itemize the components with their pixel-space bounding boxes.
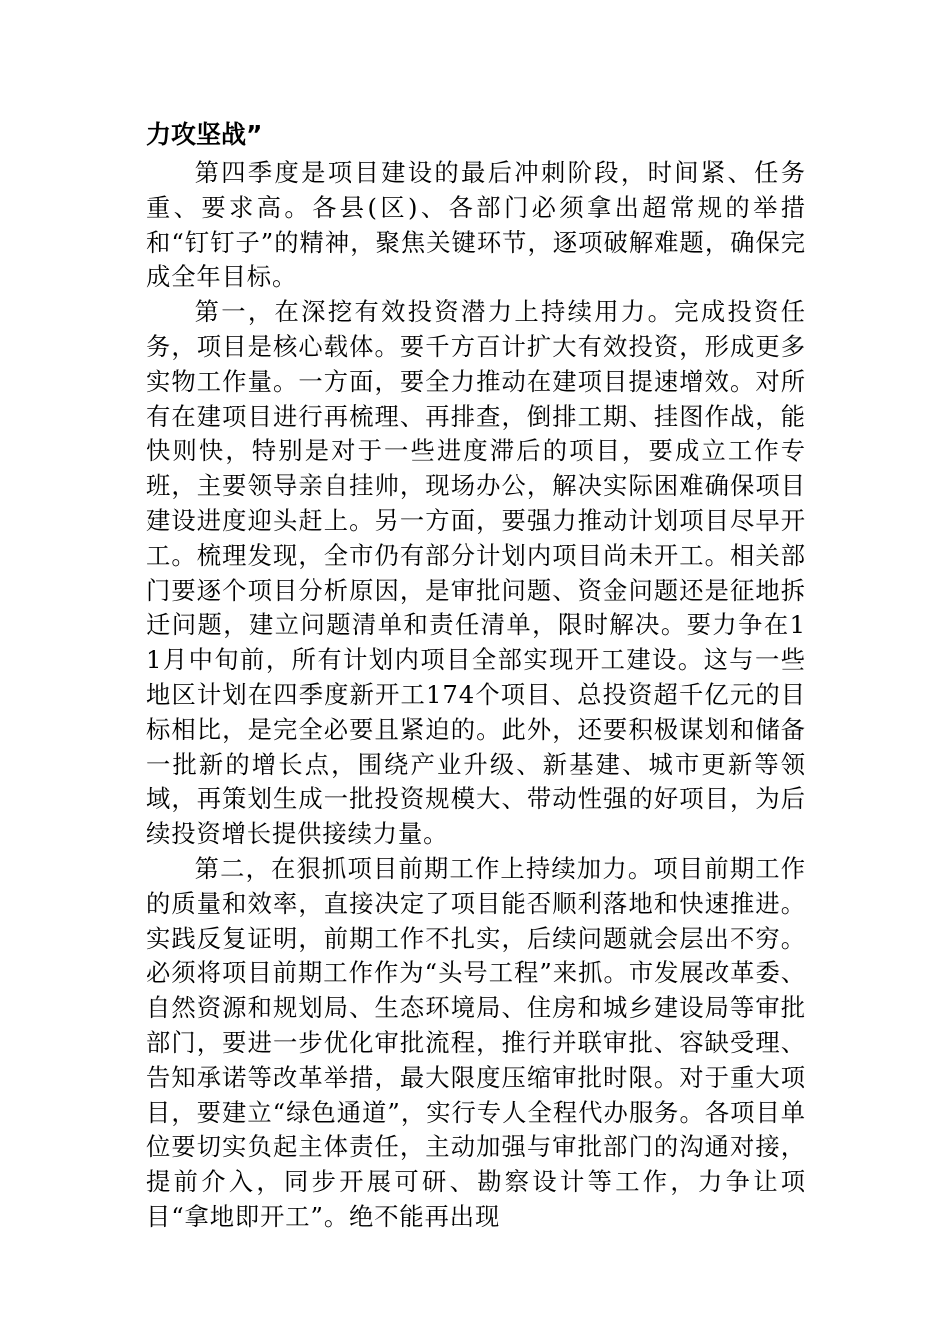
document-body [146, 114, 806, 1235]
section-heading-fragment: 力攻坚战” [146, 120, 263, 149]
paragraph-first-point: 第一，在深挖有效投资潜力上持续用力。完成投资任务，项目是核心载体。要千方百计扩大有效投资，形成更多实物工作量。一方面，要全力推动在建项目提速增效。对所有在建项目进行再梳理、再排查，倒排工期、挂图作战，能快则快，特别是对于一些进度滞后的项目，要成立工作专班，主要领导亲自挂帅，现场办公，解决实际困难确保项目建设进度迎头赶上。另一方面，要强力推动计划项目尽早开工。梳理发现，全市仍有部分计划内项目尚未开工。相关部门要逐个项目分析原因，是审批问题、资金问题还是征地拆迁问题，建立问题清单和责任清单，限时解决。要力争在11月中旬前，所有计划内项目全部实现开工建设。这与一些地区计划在四季度新开工174个项目、总投资超千亿元的目标相比，是完全必要且紧迫的。此外，还要积极谋划和储备一批新的增长点，围绕产业升级、新基建、城市更新等领域，再策划生成一批投资规模大、带动性强的好项目，为后续投资增长提供接续力量。 [146, 297, 806, 849]
paragraph-intro: 第四季度是项目建设的最后冲刺阶段，时间紧、任务重、要求高。各县(区)、各部门必须拿出超常规的举措和“钉钉子”的精神，聚焦关键环节，逐项破解难题，确保完成全年目标。 [146, 158, 806, 292]
paragraph-second-point: 第二，在狠抓项目前期工作上持续加力。项目前期工作的质量和效率，直接决定了项目能否顺利落地和快速推进。实践反复证明，前期工作不扎实，后续问题就会层出不穷。必须将项目前期工作作为“头号工程”来抓。市发展改革委、自然资源和规划局、生态环境局、住房和城乡建设局等审批部门，要进一步优化审批流程，推行并联审批、容缺受理、告知承诺等改革举措，最大限度压缩审批时限。对于重大项目，要建立“绿色通道”，实行专人全程代办服务。各项目单位要切实负起主体责任，主动加强与审批部门的沟通对接，提前介入，同步开展可研、勘察设计等工作，力争让项目“拿地即开工”。绝不能再出现 [146, 853, 806, 1231]
